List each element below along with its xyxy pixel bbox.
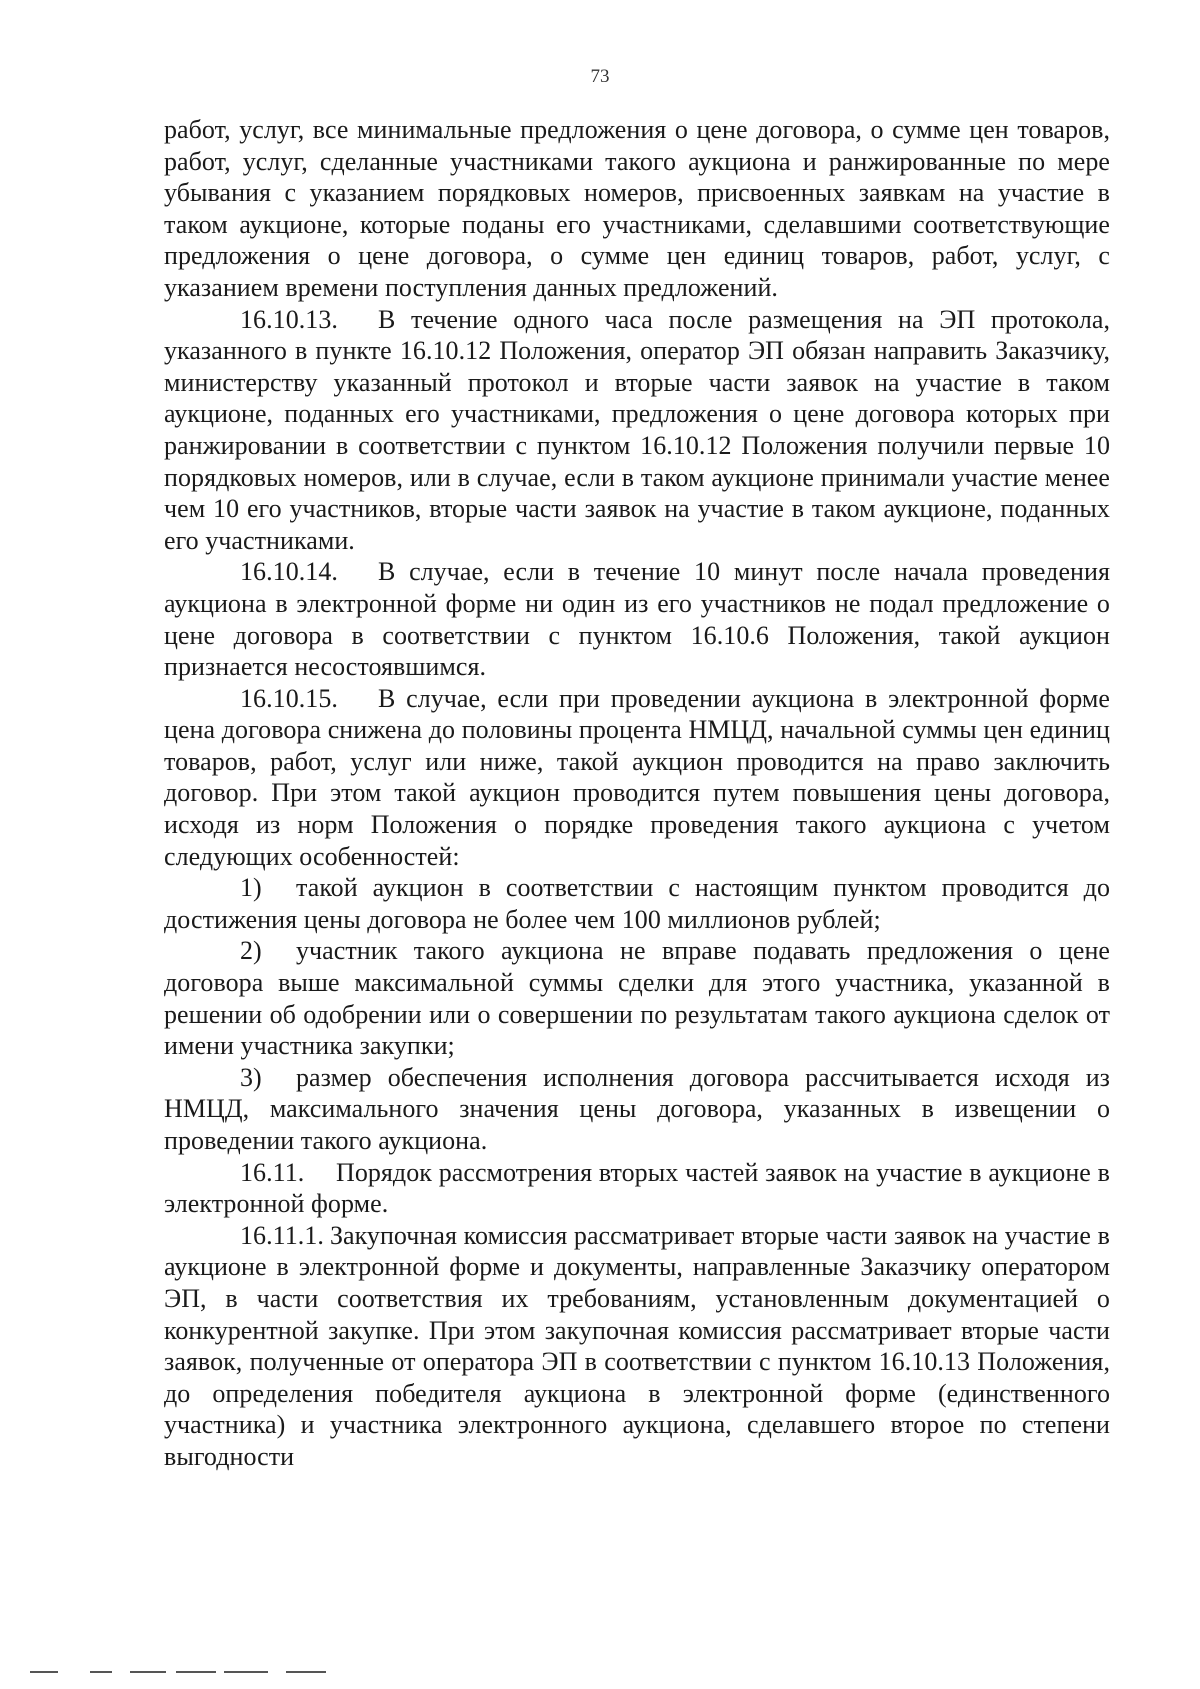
item-text: размер обеспечения исполнения договора рассчитывается исходя из НМЦД, максимального значения цены договора, указанных в извещении о проведении такого аукциона. xyxy=(164,1062,1110,1155)
clause-number: 16.10.13. xyxy=(240,304,338,334)
document-body xyxy=(164,114,1110,1473)
clause-16-11 xyxy=(164,1157,1110,1220)
item-number: 1) xyxy=(240,873,262,903)
clause-number: 16.10.15. xyxy=(240,683,338,713)
page-number: 73 xyxy=(590,66,610,87)
paragraph-text: работ, услуг, все минимальные предложения о цене договора, о сумме цен товаров, работ, услуг, сделанные участниками такого аукциона и ранжированные по мере убывания с указанием порядковых номеров, присвоенных заявкам на участие в таком аукционе, которые поданы его участниками, сделавшими соответствующие предложения о цене договора, о сумме цен единиц товаров, работ, услуг, с указанием времени поступления данных предложений. xyxy=(164,115,1110,302)
item-number: 3) xyxy=(240,1062,262,1092)
clause-text: В течение одного часа после размещения на ЭП протокола, указанного в пункте 16.10.12 Положения, оператор ЭП обязан направить Заказчику, министерству указанный протокол и вторые части заявок на участие в таком аукционе, поданных его участниками, предложения о цене договора которых при ранжировании в соответствии с пунктом 16.10.12 Положения получили первые 10 порядковых номеров, или в случае, если в таком аукционе принимали участие менее чем 10 его участников, вторые части заявок на участие в таком аукционе, поданных его участниками. xyxy=(164,304,1110,555)
clause-16-10-14 xyxy=(164,556,1110,682)
item-number: 2) xyxy=(240,936,262,966)
list-item-3 xyxy=(164,1062,1110,1157)
list-item-2 xyxy=(164,935,1110,1061)
list-item-1 xyxy=(164,872,1110,935)
item-text: такой аукцион в соответствии с настоящим пунктом проводится до достижения цены договора не более чем 100 миллионов рублей; xyxy=(164,873,1110,934)
clause-text: Закупочная комиссия рассматривает вторые части заявок на участие в аукционе в электронной форме и документы, направленные Заказчику оператором ЭП, в части соответствия их требованиям, установленным документацией о конкурентной закупке. При этом закупочная комиссия рассматривает вторые части заявок, полученные от оператора ЭП в соответствии с пунктом 16.10.13 Положения, до определения победителя аукциона в электронной форме (единственного участника) и участника электронного аукциона, сделавшего второе по степени выгодности xyxy=(164,1220,1110,1471)
clause-text: В случае, если в течение 10 минут после начала проведения аукциона в электронной форме ни один из его участников не подал предложение о цене договора в соответствии с пунктом 16.10.6 Положения, такой аукцион признается несостоявшимся. xyxy=(164,557,1110,682)
clause-16-10-13 xyxy=(164,304,1110,557)
clause-number: 16.11.1. xyxy=(240,1220,324,1250)
item-text: участник такого аукциона не вправе подавать предложения о цене договора выше максимальной суммы сделки для этого участника, указанной в решении об одобрении или о совершении по результатам такого аукциона сделок от имени участника закупки; xyxy=(164,936,1110,1061)
clause-16-11-1 xyxy=(164,1220,1110,1473)
clause-text: Порядок рассмотрения вторых частей заявок на участие в аукционе в электронной форме. xyxy=(164,1157,1110,1219)
paragraph-continuation xyxy=(164,114,1110,304)
scan-artifact-marks xyxy=(30,1669,350,1677)
clause-number: 16.10.14. xyxy=(240,557,338,587)
clause-16-10-15 xyxy=(164,683,1110,873)
clause-text: В случае, если при проведении аукциона в электронной форме цена договора снижена до половины процента НМЦД, начальной суммы цен единиц товаров, работ, услуг или ниже, такой аукцион проводится на право заключить договор. При этом такой аукцион проводится путем повышения цены договора, исходя из норм Положения о порядке проведения такого аукциона с учетом следующих особенностей: xyxy=(164,683,1110,871)
clause-number: 16.11. xyxy=(240,1157,305,1187)
